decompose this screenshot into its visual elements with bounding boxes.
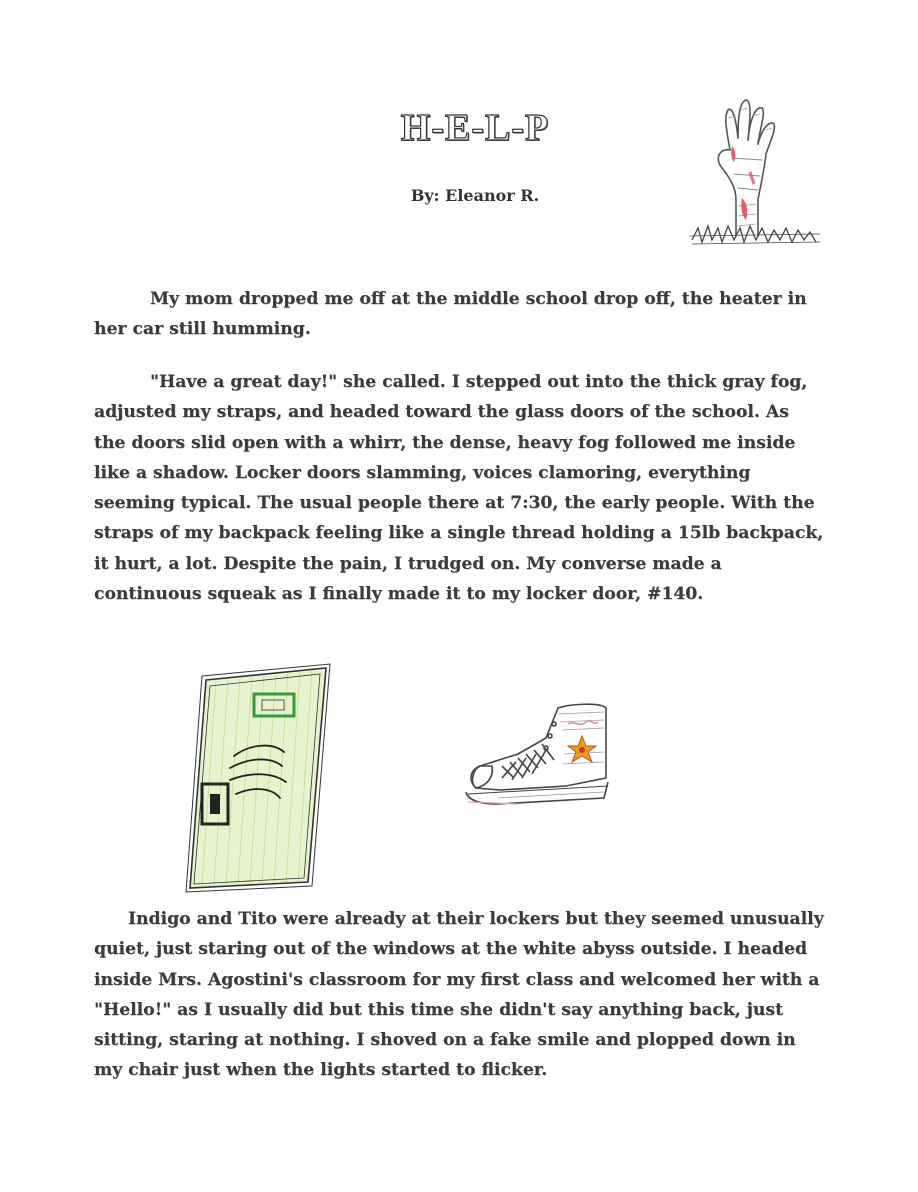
converse-shoe-drawing — [458, 694, 614, 810]
paragraph-3: Indigo and Tito were already at their lockers but they seemed unusually quiet, just staring out of the windows at the white abyss outside. I headed inside Mrs. Agostini's classroom for my first class and welcomed her with a "Hello!" as I usually did but this time she didn't say anything back, just sitting, staring at nothing. I shoved on a fake smile and plopped down in my chair just when the lights started to flicker. — [94, 909, 824, 1081]
paragraph-1: My mom dropped me off at the middle school drop off, the heater in her car still humming. — [94, 289, 807, 340]
zombie-hand-drawing — [686, 88, 824, 254]
paragraph-2: "Have a great day!" she called. I stepped out into the thick gray fog, adjusted my straps, and headed toward the glass doors of the school. As the doors slid open with a whirr, the dense, heavy fog followed me inside like a shadow. Locker doors slamming, voices clamoring, everything seeming typical. The usual people there at 7:30, the early people. With the straps of my backpack feeling like a single thread holding a 15lb backpack, it hurt, a lot. Despite the pain, I trudged on. My converse made a continuous squeak as I finally made it to my locker door, #140. — [94, 372, 824, 605]
story-title: H-E-L-P — [400, 107, 550, 149]
author-byline: By: Eleanor R. — [410, 186, 540, 205]
locker-door-drawing — [180, 656, 340, 896]
